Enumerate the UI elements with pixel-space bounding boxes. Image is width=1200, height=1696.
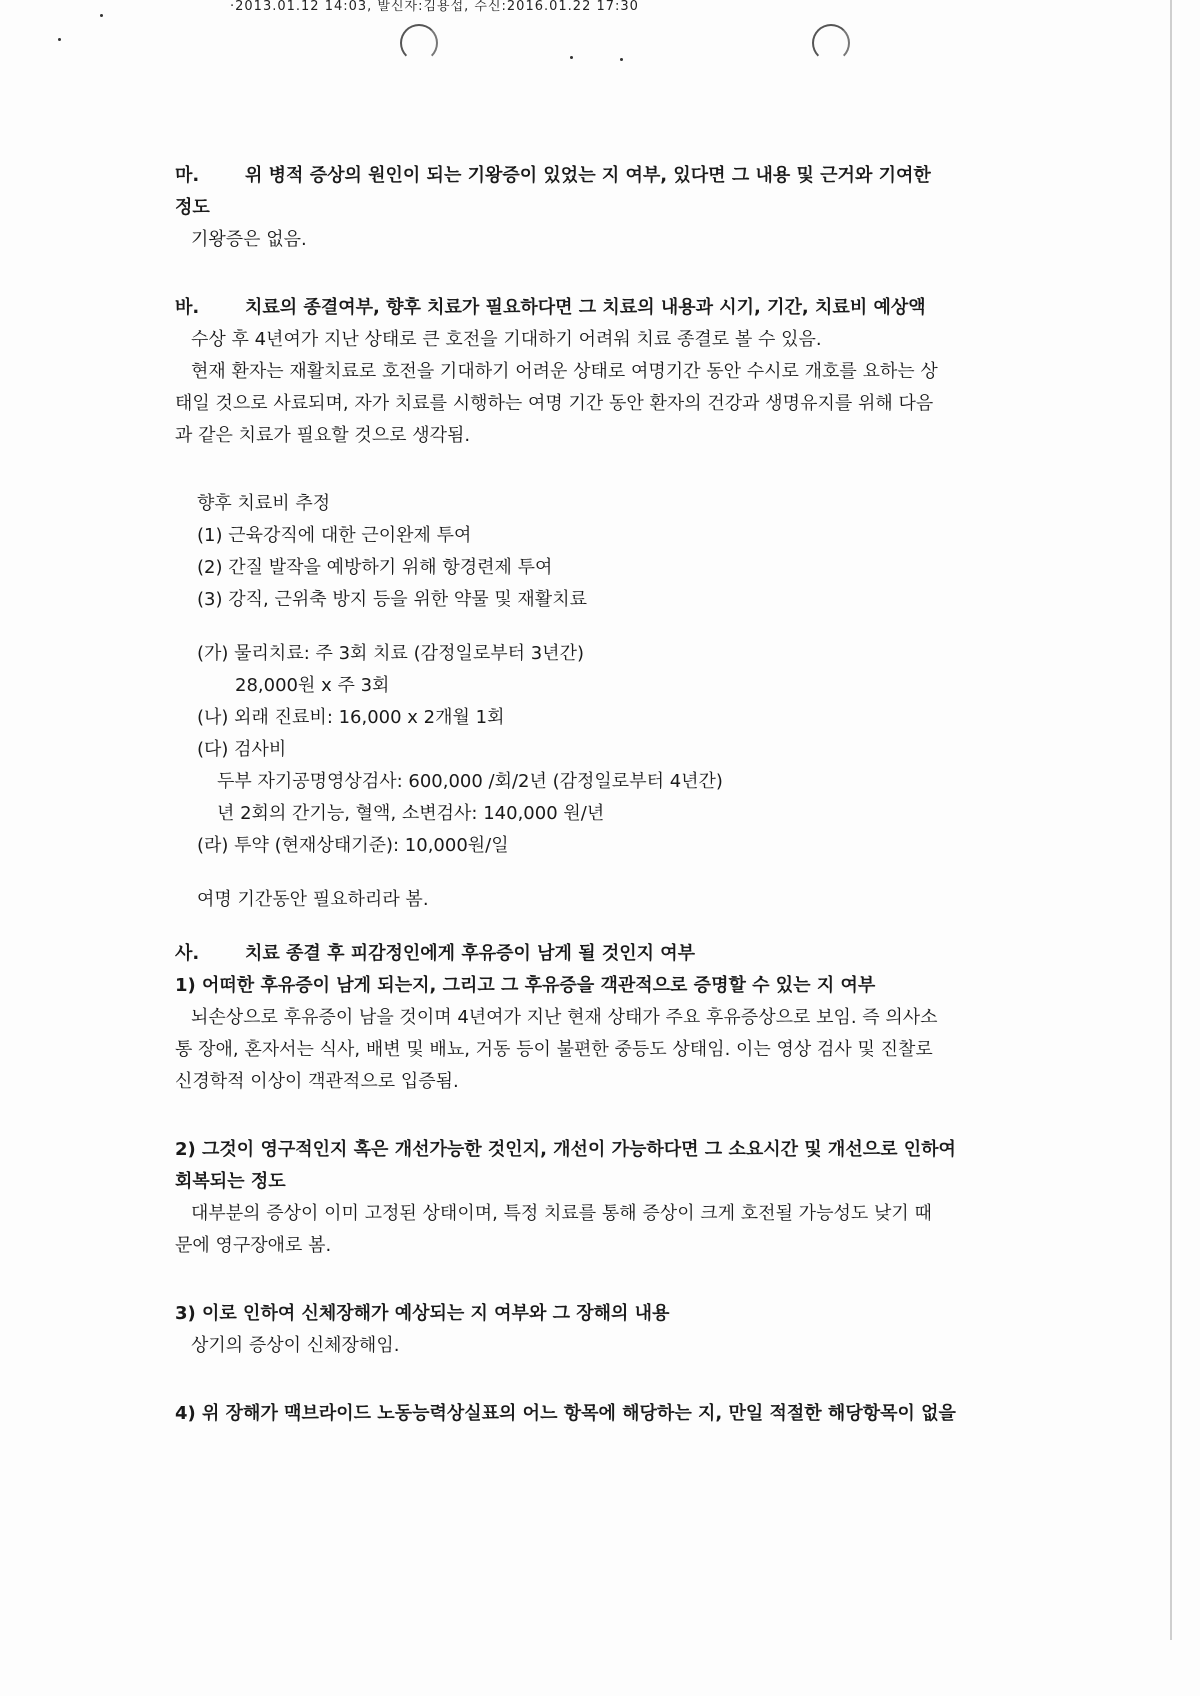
paragraph: 통 장애, 혼자서는 식사, 배변 및 배뇨, 거동 등이 불편한 중등도 상태임. 이는 영상 검사 및 진찰로 [175, 1039, 933, 1060]
cost-item: (다) 검사비 [197, 739, 287, 760]
document-body [175, 160, 1055, 1430]
scan-speck [620, 58, 623, 61]
section-marker: 마. [175, 165, 200, 186]
section-marker: 사. [175, 943, 200, 964]
section-sa-title [175, 938, 1055, 970]
section-title-text: 치료 종결 후 피감정인에게 후유증이 남게 될 것인지 여부 [245, 943, 696, 964]
cost-item: (라) 투약 (현재상태기준): 10,000원/일 [197, 835, 509, 856]
question-title-cont: 회복되는 정도 [175, 1171, 286, 1192]
paragraph: 상기의 증상이 신체장해임. [191, 1335, 400, 1356]
punch-hole-mark [400, 24, 438, 62]
section-title-text: 위 병적 증상의 원인이 되는 기왕증이 있었는 지 여부, 있다면 그 내용 및 근거와 기여한 [245, 165, 931, 186]
cost-detail: 두부 자기공명영상검사: 600,000 /회/2년 (감정일로부터 4년간) [217, 771, 723, 792]
question-title: 2) 그것이 영구적인지 혹은 개선가능한 것인지, 개선이 가능하다면 그 소요시간 및 개선으로 인하여 [175, 1139, 956, 1160]
list-item: (3) 강직, 근위축 방지 등을 위한 약물 및 재활치료 [197, 589, 587, 610]
punch-hole-mark [812, 24, 850, 62]
section-ma-title-cont: 정도 [175, 197, 210, 218]
list-item: (1) 근육강직에 대한 근이완제 투여 [197, 525, 472, 546]
paragraph: 뇌손상으로 후유증이 남을 것이며 4년여가 지난 현재 상태가 주요 후유증상으로 보임. 즉 의사소 [191, 1007, 938, 1028]
section-ma-answer: 기왕증은 없음. [191, 229, 307, 250]
paragraph: 신경학적 이상이 객관적으로 입증됨. [175, 1071, 459, 1092]
scan-edge [1170, 0, 1172, 1640]
scan-speck [100, 14, 103, 17]
estimate-heading: 향후 치료비 추정 [197, 493, 331, 514]
question-title: 3) 이로 인하여 신체장해가 예상되는 지 여부와 그 장해의 내용 [175, 1303, 670, 1324]
paragraph: 대부분의 증상이 이미 고정된 상태이며, 특정 치료를 통해 증상이 크게 호전될 가능성도 낮기 때 [191, 1203, 932, 1224]
cost-item: (가) 물리치료: 주 3회 치료 (감정일로부터 3년간) [197, 643, 584, 664]
cost-detail: 28,000원 x 주 3회 [235, 675, 390, 696]
closing-note: 여명 기간동안 필요하리라 봄. [197, 889, 429, 910]
scan-speck [58, 38, 61, 41]
fax-header: ·2013.01.12 14:03, 발신자:김용섭, 수신:2016.01.22 17:30 [230, 0, 639, 14]
paragraph: 과 같은 치료가 필요할 것으로 생각됨. [175, 425, 471, 446]
section-ma-title [175, 160, 1055, 192]
paragraph: 수상 후 4년여가 지난 상태로 큰 호전을 기대하기 어려워 치료 종결로 볼 수 있음. [191, 329, 822, 350]
scan-speck [570, 56, 573, 59]
cost-item: (나) 외래 진료비: 16,000 x 2개월 1회 [197, 707, 505, 728]
question-title: 1) 어떠한 후유증이 남게 되는지, 그리고 그 후유증을 객관적으로 증명할 수 있는 지 여부 [175, 975, 876, 996]
paragraph: 문에 영구장애로 봄. [175, 1235, 332, 1256]
section-marker: 바. [175, 297, 200, 318]
list-item: (2) 간질 발작을 예방하기 위해 항경련제 투여 [197, 557, 553, 578]
section-ba-title [175, 292, 1055, 324]
question-title: 4) 위 장해가 맥브라이드 노동능력상실표의 어느 항목에 해당하는 지, 만일 적절한 해당항목이 없을 [175, 1403, 956, 1424]
section-title-text: 치료의 종결여부, 향후 치료가 필요하다면 그 치료의 내용과 시기, 기간, 치료비 예상액 [245, 297, 926, 318]
paragraph: 태일 것으로 사료되며, 자가 치료를 시행하는 여명 기간 동안 환자의 건강과 생명유지를 위해 다음 [175, 393, 934, 414]
cost-detail: 년 2회의 간기능, 혈액, 소변검사: 140,000 원/년 [217, 803, 605, 824]
paragraph: 현재 환자는 재활치료로 호전을 기대하기 어려운 상태로 여명기간 동안 수시로 개호를 요하는 상 [191, 361, 938, 382]
